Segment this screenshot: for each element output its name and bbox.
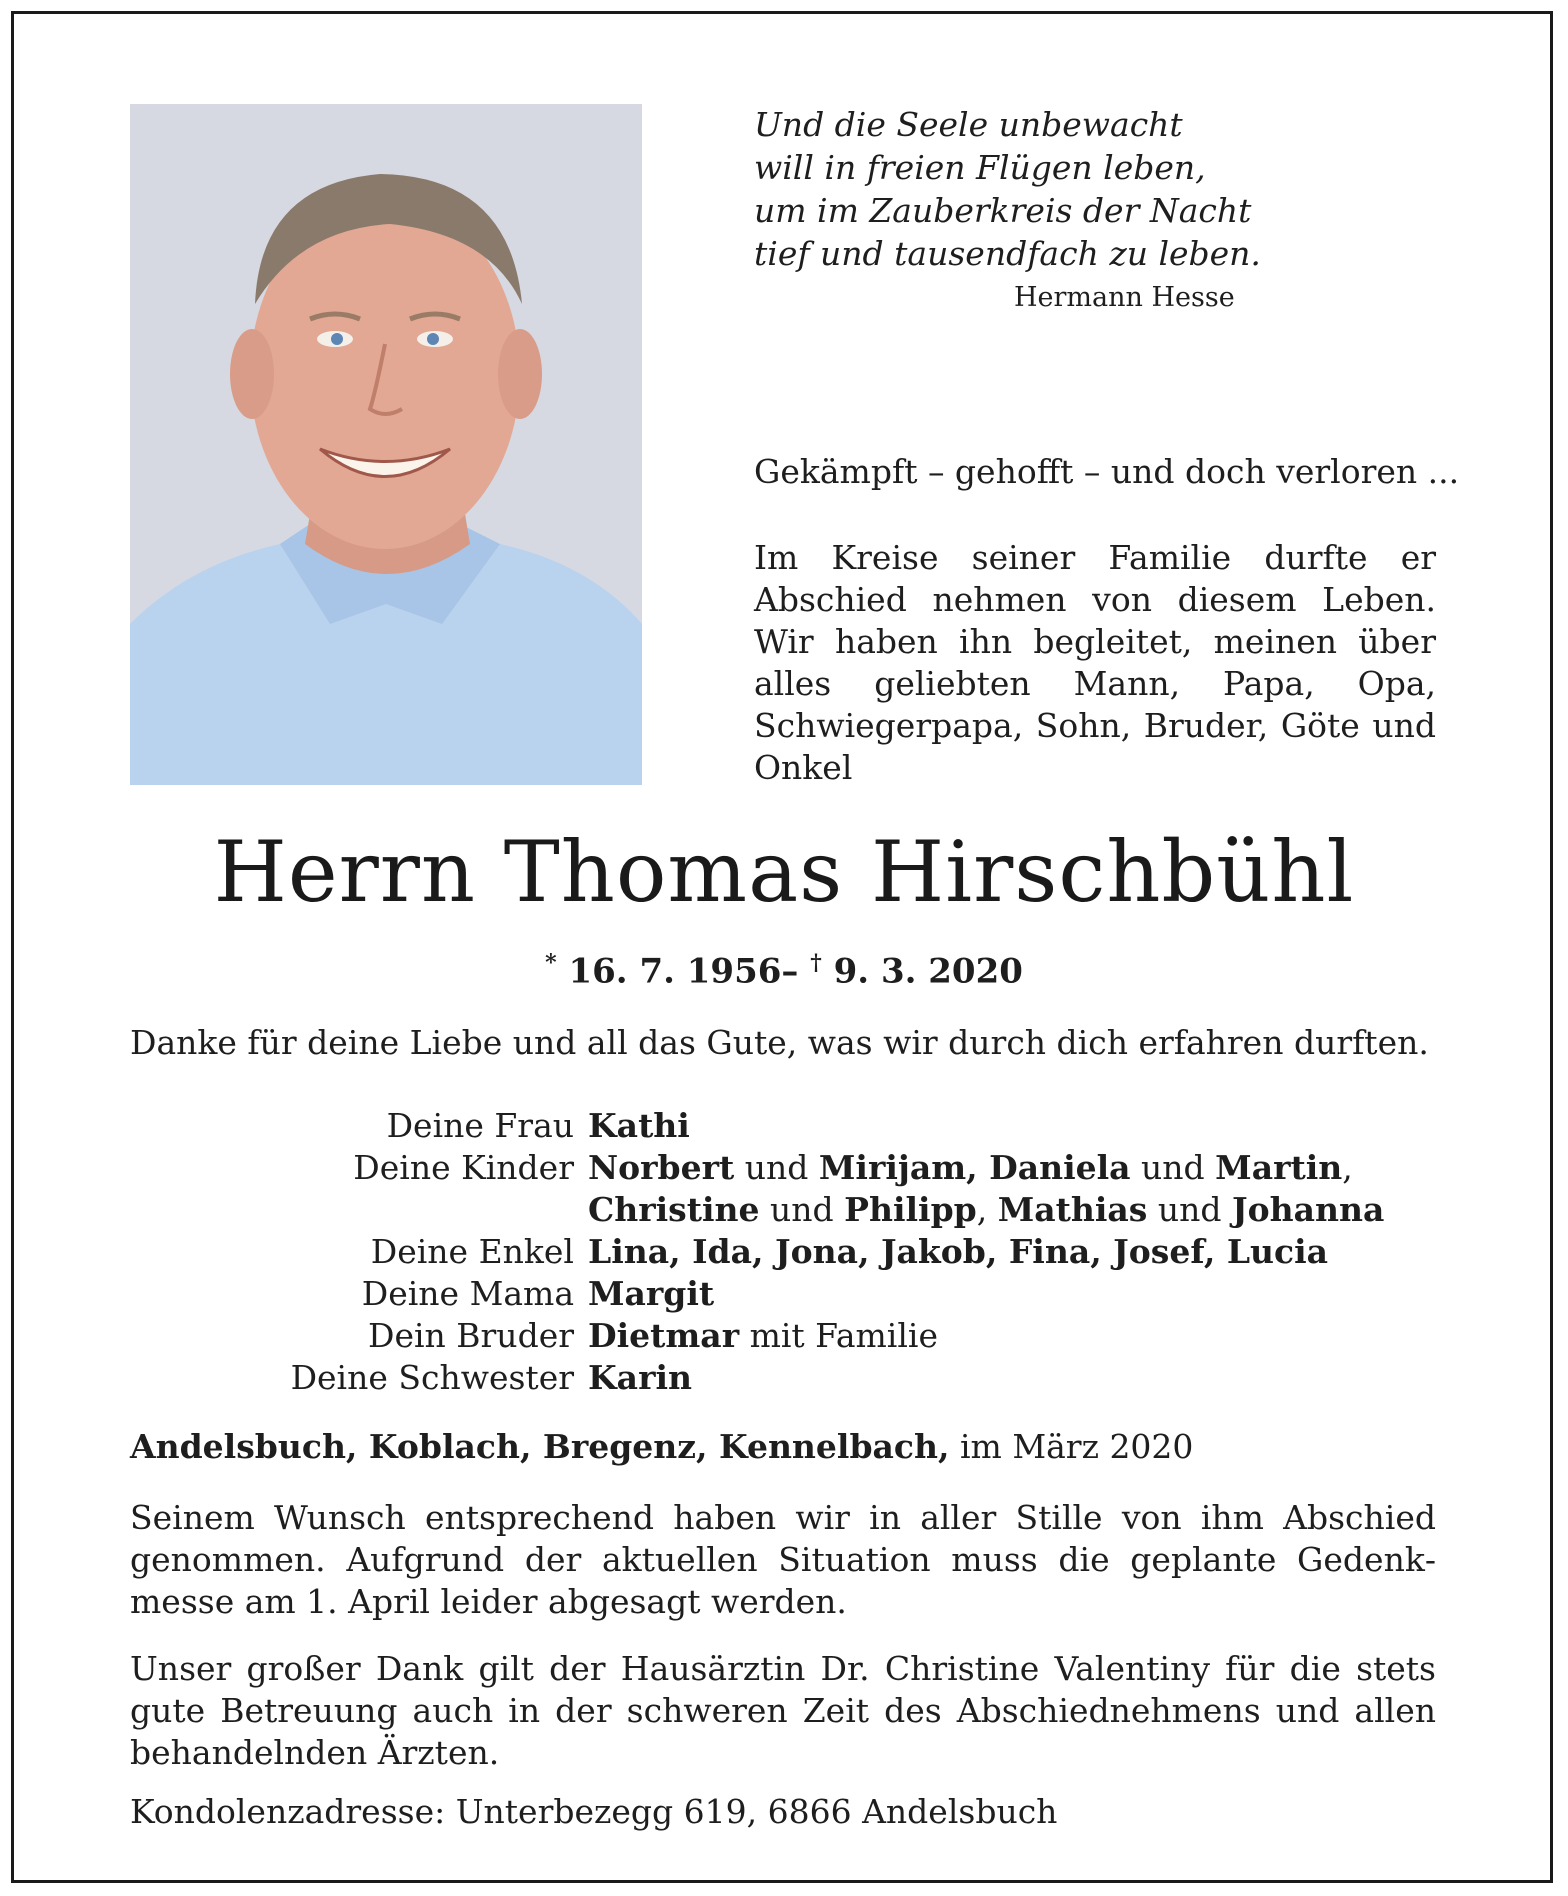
poem-line: Und die Seele unbewacht (754, 105, 1183, 144)
gratitude-paragraph: Unser großer Dank gilt der Hausärztin Dr. Christine Valentiny für die stets gute Betreuung auch in der schweren Zeit des Abschiednehmens und allen behandelnden Ärzten. (130, 1649, 1436, 1772)
family-row (0, 1189, 1568, 1231)
family-member-name: Karin (588, 1358, 692, 1397)
condolence-address: Kondolenzadresse: Unterbezegg 619, 6866 Andelsbuch (130, 1792, 1058, 1831)
family-connector: und (759, 1190, 845, 1229)
family-row (0, 1105, 1568, 1147)
poem-line: um im Zauberkreis der Nacht (754, 191, 1252, 230)
family-names (588, 1231, 1328, 1273)
deceased-name: Herrn Thomas Hirschbühl (213, 823, 1355, 921)
family-relation-label: Deine Mama (361, 1274, 574, 1313)
family-connector: , (976, 1190, 998, 1229)
family-member-name: Christine (588, 1190, 760, 1229)
family-names (588, 1357, 692, 1399)
intro-body: Im Kreise seiner Familie durfte er Abschied nehmen von diesem Leben. Wir haben ihn begleitet, meinen über alles geliebten Mann, Papa, Opa, Schwiegerpapa, Sohn, Bruder, Göte und Onkel (754, 538, 1436, 787)
intro-lead: Gekämpft – gehofft – und doch verloren ... (754, 452, 1460, 491)
family-member-name: Margit (588, 1274, 715, 1313)
birth-mark: * (545, 950, 557, 976)
family-connector: , (1342, 1148, 1353, 1187)
date-dash: – (781, 951, 799, 992)
family-member-name: Lina, Ida, Jona, Jakob, Fina, Josef, Lucia (588, 1232, 1329, 1271)
portrait-photo (130, 104, 642, 785)
places-date: im März 2020 (949, 1427, 1194, 1466)
life-dates (0, 950, 1568, 991)
family-names (588, 1147, 1353, 1189)
family-member-name: Kathi (588, 1106, 690, 1145)
thanks-line: Danke für deine Liebe und all das Gute, was wir durch dich erfahren durften. (130, 1023, 1429, 1062)
family-names (588, 1315, 938, 1357)
family-member-name: Dietmar (588, 1316, 740, 1355)
poem-quote (754, 103, 1261, 275)
death-mark: † (810, 950, 822, 976)
family-member-name: Mathias (997, 1190, 1148, 1229)
family-connector: und (1147, 1190, 1232, 1229)
family-relation-label: Dein Bruder (368, 1316, 574, 1355)
birth-date: 16. 7. 1956 (568, 951, 782, 992)
family-row (0, 1273, 1568, 1315)
family-relation-label: Deine Schwester (290, 1358, 574, 1397)
death-date: 9. 3. 2020 (833, 951, 1023, 992)
family-names (588, 1105, 690, 1147)
notice-paragraph: Seinem Wunsch entsprechend haben wir in aller Stille von ihm Abschied genommen. Aufgrund der aktuellen Situation muss die geplante Gedenkmesse am 1. April leider abgesagt werden. (130, 1498, 1436, 1621)
family-member-name: Mirijam, Daniela (818, 1148, 1131, 1187)
family-connector: und (1130, 1148, 1216, 1187)
poem-line: tief und tausendfach zu leben. (754, 234, 1261, 273)
places-towns: Andelsbuch, Koblach, Bregenz, Kennelbach, (130, 1427, 950, 1466)
poem-author: Hermann Hesse (1014, 282, 1235, 313)
family-names (588, 1273, 714, 1315)
family-relation-label: Deine Kinder (353, 1148, 574, 1187)
family-row (0, 1231, 1568, 1273)
family-connector: und (734, 1148, 819, 1187)
family-row (0, 1315, 1568, 1357)
family-relation-label (0, 1189, 588, 1231)
family-member-name: Martin (1215, 1148, 1343, 1187)
family-list (0, 1105, 1568, 1399)
family-names (588, 1189, 1384, 1231)
family-relation-label: Deine Frau (386, 1106, 574, 1145)
family-relation-label: Deine Enkel (370, 1232, 574, 1271)
places-line (130, 1427, 1193, 1466)
family-row (0, 1357, 1568, 1399)
family-row (0, 1147, 1568, 1189)
family-member-name: Norbert (588, 1148, 735, 1187)
family-connector: mit Familie (739, 1316, 938, 1355)
family-member-name: Philipp (844, 1190, 977, 1229)
family-member-name: Johanna (1232, 1190, 1385, 1229)
poem-line: will in freien Flügen leben, (754, 148, 1206, 187)
